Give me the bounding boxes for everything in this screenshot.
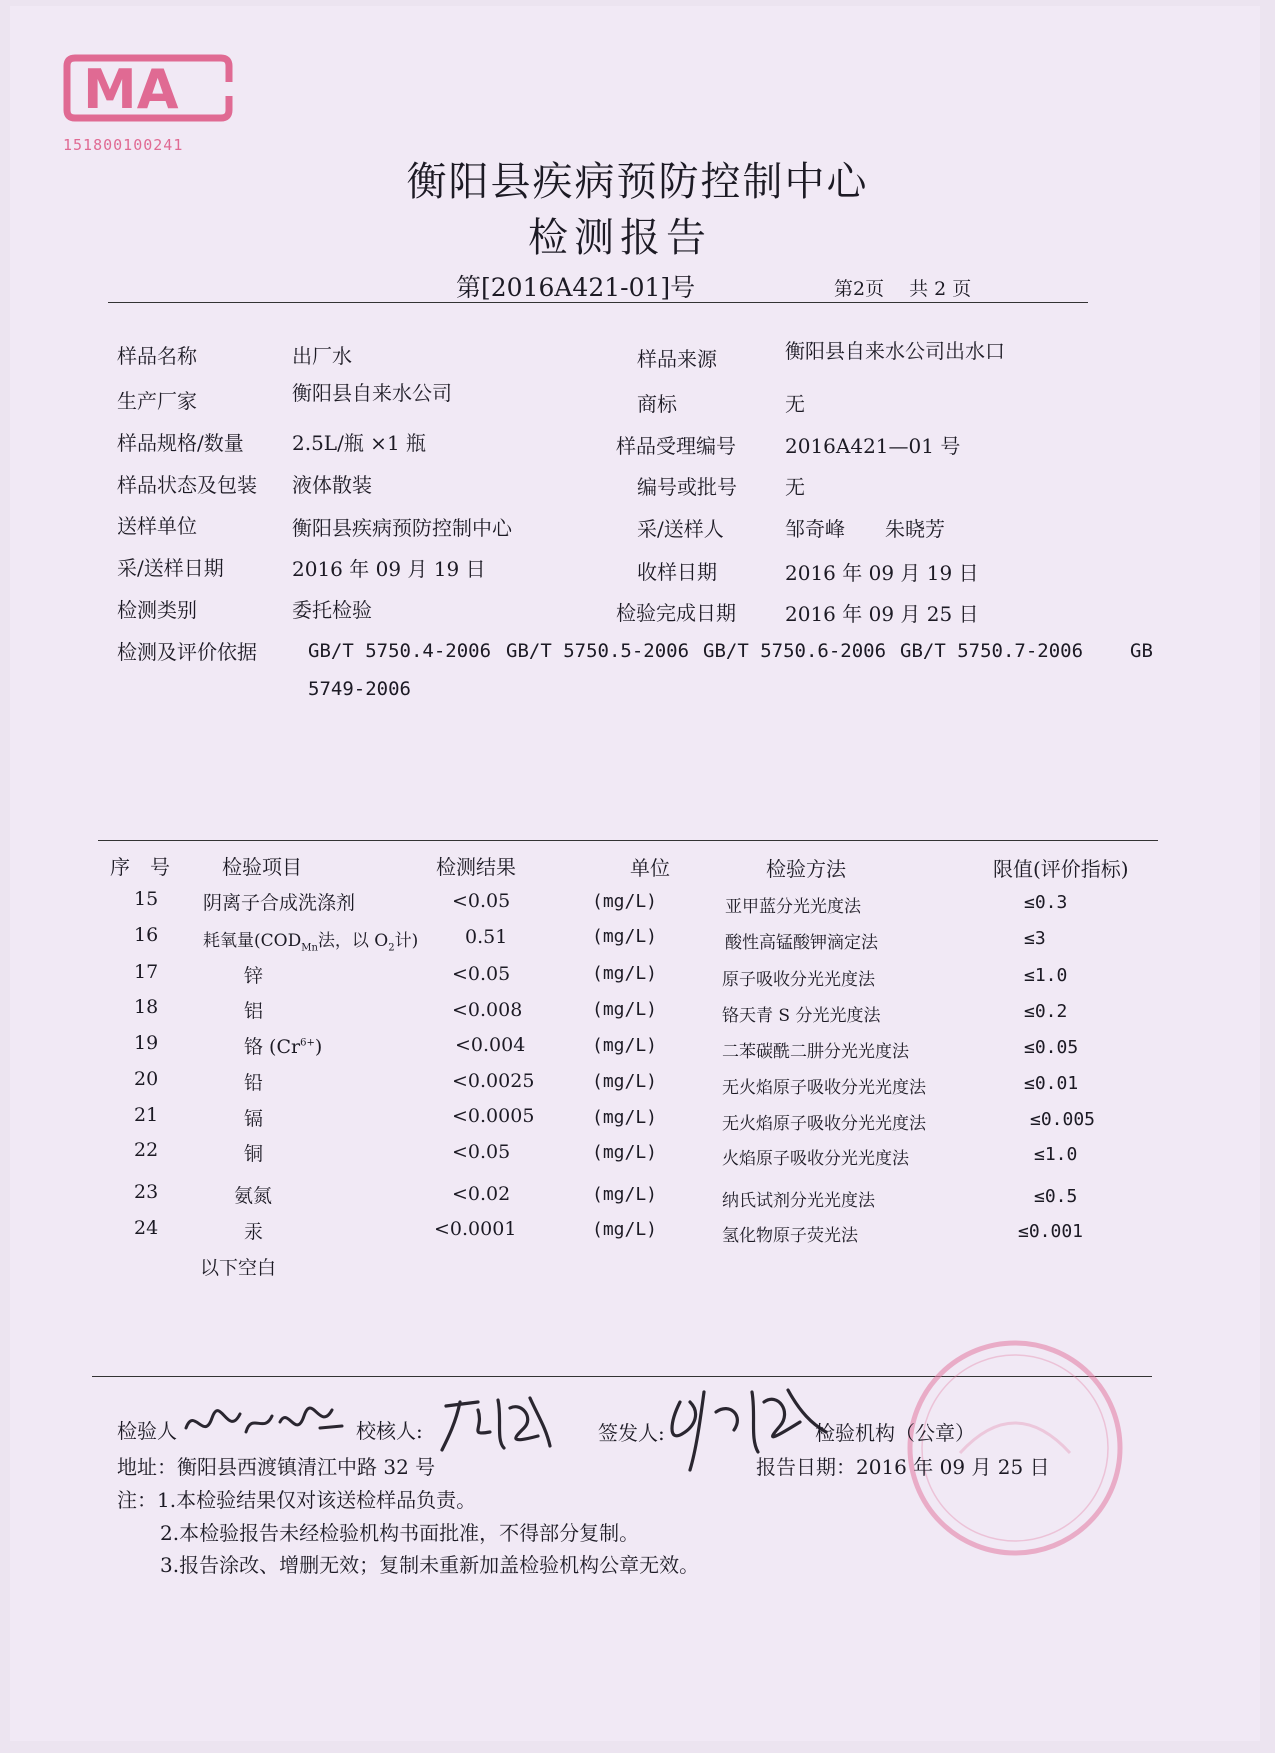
- row-result: <0.0001: [434, 1218, 517, 1240]
- info-label-sampler: 采/送样人: [637, 517, 724, 541]
- row-item: 铬 $(Cr^{6+})$: [244, 1036, 323, 1058]
- basis-standard: GB/T 5750.4-2006: [308, 640, 492, 662]
- info-value-sampler: 邹奇峰 朱晓芳: [785, 517, 945, 541]
- info-value-spec: 2.5L/瓶 ×1 瓶: [292, 431, 427, 455]
- row-item: 铜: [244, 1143, 264, 1165]
- row-unit: (mg/L): [592, 1219, 658, 1240]
- ma-logo-text: MA: [83, 58, 179, 121]
- info-label-manufacturer: 生产厂家: [117, 389, 197, 413]
- row-method: 氢化物原子荧光法: [722, 1226, 858, 1246]
- row-item: 汞: [244, 1221, 264, 1243]
- row-limit: ≤0.2: [1024, 1001, 1068, 1022]
- info-value-sender: 衡阳县疾病预防控制中心: [292, 516, 512, 540]
- row-limit: ≤0.01: [1024, 1073, 1079, 1094]
- row-limit: ≤3: [1024, 928, 1046, 949]
- row-no: 20: [134, 1068, 159, 1090]
- basis-standard-continued: 5749-2006: [308, 678, 411, 700]
- row-method: 纳氏试剂分光光度法: [722, 1191, 875, 1211]
- row-limit: ≤1.0: [1034, 1144, 1078, 1165]
- basis-standard: GB/T 5750.6-2006: [703, 640, 887, 662]
- basis-standard: GB: [1130, 640, 1153, 662]
- info-value-source: 衡阳县自来水公司出水口: [785, 339, 1005, 363]
- info-label-source: 样品来源: [637, 347, 717, 371]
- checker-signature: [438, 1388, 558, 1458]
- row-unit: (mg/L): [592, 1184, 658, 1205]
- info-label-sender: 送样单位: [117, 514, 197, 538]
- report-date: 报告日期：2016 年 09 月 25 日: [756, 1455, 1050, 1479]
- row-result: <0.05: [452, 963, 511, 985]
- row-unit: (mg/L): [592, 999, 658, 1020]
- inspector-signature: [180, 1398, 350, 1450]
- org-seal-label: 检验机构（公章）: [815, 1421, 975, 1445]
- row-unit: (mg/L): [592, 1107, 658, 1128]
- note-line: 注：1.本检验结果仅对该送检样品负责。: [117, 1488, 477, 1512]
- basis-standard: GB/T 5750.5-2006: [506, 640, 690, 662]
- row-method: 火焰原子吸收分光光度法: [722, 1149, 909, 1169]
- row-item: 氨氮: [234, 1185, 273, 1207]
- row-result: <0.0005: [452, 1105, 535, 1127]
- row-unit: (mg/L): [592, 891, 658, 912]
- info-label-sampling-date: 采/送样日期: [117, 556, 224, 580]
- info-label-batch-no: 编号或批号: [637, 475, 737, 499]
- info-label-spec: 样品规格/数量: [117, 431, 244, 455]
- page-number: 第2页 共 2 页: [834, 278, 972, 300]
- row-limit: ≤0.5: [1034, 1186, 1078, 1207]
- row-result: <0.004: [455, 1034, 526, 1056]
- info-value-state: 液体散装: [292, 473, 372, 497]
- table-top-rule: [98, 840, 1158, 841]
- row-limit: ≤1.0: [1024, 965, 1068, 986]
- info-value-batch-no: 无: [785, 475, 805, 499]
- row-method: 无火焰原子吸收分光光度法: [722, 1114, 926, 1134]
- row-unit: (mg/L): [592, 1071, 658, 1092]
- row-result: <0.05: [452, 1141, 511, 1163]
- row-method: 酸性高锰酸钾滴定法: [725, 933, 878, 953]
- row-limit: ≤0.05: [1024, 1037, 1079, 1058]
- info-value-trademark: 无: [785, 392, 805, 416]
- row-result: 0.51: [465, 926, 508, 948]
- header-result: 检测结果: [436, 855, 516, 879]
- row-unit: (mg/L): [592, 926, 658, 947]
- table-end-note: 以下空白: [200, 1257, 277, 1279]
- row-no: 23: [134, 1181, 159, 1203]
- info-value-acceptance-no: 2016A421—01 号: [785, 434, 961, 458]
- row-method: 无火焰原子吸收分光光度法: [722, 1078, 926, 1098]
- note-line: 2.本检验报告未经检验机构书面批准，不得部分复制。: [160, 1521, 640, 1545]
- header-no: 序 号: [110, 855, 170, 879]
- info-label-completion-date: 检验完成日期: [616, 601, 736, 625]
- row-unit: (mg/L): [592, 963, 658, 984]
- info-value-test-type: 委托检验: [292, 598, 372, 622]
- note-line: 3.报告涂改、增删无效；复制未重新加盖检验机构公章无效。: [160, 1553, 700, 1577]
- basis-label: 检测及评价依据: [117, 640, 257, 664]
- header-limit: 限值(评价指标): [993, 857, 1129, 881]
- header-item: 检验项目: [222, 855, 302, 879]
- info-value-receipt-date: 2016 年 09 月 19 日: [785, 561, 979, 585]
- report-number: 第[2016A421-01]号: [456, 273, 696, 302]
- info-label-trademark: 商标: [637, 392, 677, 416]
- row-no: 17: [134, 961, 159, 983]
- row-result: <0.008: [452, 999, 523, 1021]
- ma-certification-logo: [63, 48, 233, 128]
- row-item: 镉: [244, 1108, 264, 1130]
- row-item: 铅: [244, 1072, 264, 1094]
- info-label-sample-name: 样品名称: [117, 344, 197, 368]
- row-limit: ≤0.001: [1018, 1221, 1084, 1242]
- issuer-label: 签发人:: [598, 1421, 665, 1445]
- document-title: 检测报告: [528, 215, 712, 261]
- row-no: 24: [134, 1217, 159, 1239]
- header-rule: [108, 302, 1088, 303]
- row-limit: ≤0.005: [1030, 1109, 1096, 1130]
- row-item: 锌: [244, 965, 264, 987]
- header-unit: 单位: [630, 856, 670, 880]
- info-label-state: 样品状态及包装: [117, 473, 257, 497]
- info-value-sample-name: 出厂水: [292, 344, 352, 368]
- row-method: 二苯碳酰二肼分光光度法: [722, 1042, 909, 1062]
- checker-label: 校核人:: [356, 1419, 423, 1443]
- inspector-label: 检验人: [117, 1419, 177, 1443]
- info-label-receipt-date: 收样日期: [637, 560, 717, 584]
- info-value-completion-date: 2016 年 09 月 25 日: [785, 602, 979, 626]
- header-method: 检验方法: [766, 857, 846, 881]
- row-no: 22: [134, 1139, 159, 1161]
- organization-title: 衡阳县疾病预防控制中心: [406, 159, 869, 205]
- row-item: 耗氧量($COD_{Mn}$法，以 $O_2$计): [203, 931, 419, 954]
- basis-standard: GB/T 5750.7-2006: [900, 640, 1084, 662]
- row-result: <0.02: [452, 1183, 511, 1205]
- row-result: <0.0025: [452, 1070, 535, 1092]
- row-method: 亚甲蓝分光光度法: [725, 897, 861, 917]
- row-no: 15: [134, 888, 159, 910]
- row-method: 铬天青 S 分光光度法: [722, 1006, 881, 1026]
- row-no: 16: [134, 924, 159, 946]
- row-item: 铝: [244, 1000, 264, 1022]
- row-no: 18: [134, 996, 159, 1018]
- info-value-sampling-date: 2016 年 09 月 19 日: [292, 557, 486, 581]
- row-no: 21: [134, 1104, 159, 1126]
- info-value-manufacturer: 衡阳县自来水公司: [292, 381, 452, 405]
- official-seal: [900, 1333, 1130, 1563]
- row-unit: (mg/L): [592, 1142, 658, 1163]
- row-no: 19: [134, 1032, 159, 1054]
- row-method: 原子吸收分光光度法: [722, 970, 875, 990]
- row-limit: ≤0.3: [1024, 892, 1068, 913]
- row-result: <0.05: [452, 890, 511, 912]
- info-label-acceptance-no: 样品受理编号: [616, 434, 736, 458]
- info-label-test-type: 检测类别: [117, 598, 197, 622]
- row-item: 阴离子合成洗涤剂: [203, 892, 356, 914]
- row-unit: (mg/L): [592, 1035, 658, 1056]
- ma-certificate-number: 151800100241: [63, 136, 184, 154]
- address: 地址：衡阳县西渡镇清江中路 32 号: [117, 1455, 436, 1479]
